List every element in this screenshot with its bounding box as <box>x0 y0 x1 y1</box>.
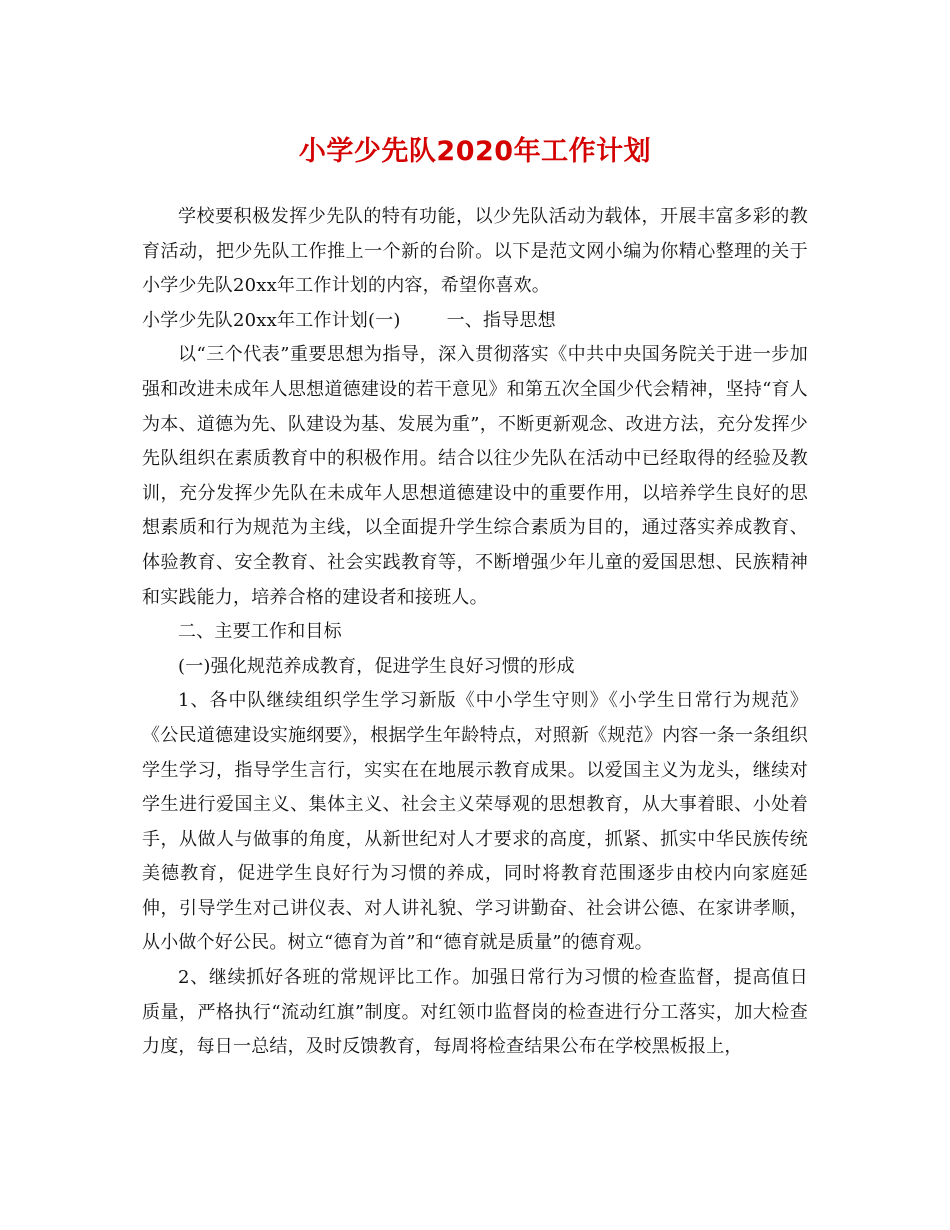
item2-paragraph: 2、继续抓好各班的常规评比工作。加强日常行为习惯的检查监督，提高值日质量，严格执行“流动红旗”制度。对红领巾监督岗的检查进行分工落实，加大检查力度，每日一总结，及时反馈教育，每周将检查结果公布在学校黑板报上， <box>142 967 808 1058</box>
guiding-paragraph: 以“三个代表”重要思想为指导，深入贯彻落实《中共中央国务院关于进一步加强和改进未成年人思想道德建设的若干意见》和第五次全国少代会精神，坚持“育人为本、道德为先、队建设为基、发展为重”，不断更新观念、改进方法，充分发挥少先队组织在素质教育中的积极作用。结合以往少先队在活动中已经取得的经验及教训，充分发挥少先队在未成年人思想道德建设中的重要作用，以培养学生良好的思想素质和行为规范为主线，以全面提升学生综合素质为目的，通过落实养成教育、体验教育、安全教育、社会实践教育等，不断增强少年儿童的爱国思想、民族精神和实践能力，培养合格的建设者和接班人。 <box>142 344 808 608</box>
document-title: 小学少先队2020年工作计划 <box>298 136 652 167</box>
main-work-heading: 二、主要工作和目标 <box>178 621 342 643</box>
sub1-heading: (一)强化规范养成教育，促进学生良好习惯的形成 <box>178 655 575 677</box>
guiding-heading: 一、指导思想 <box>446 309 556 331</box>
document-body <box>142 200 808 1065</box>
section1-heading: 小学少先队20xx年工作计划(一) <box>142 309 401 331</box>
section-heading-line <box>142 304 808 339</box>
item1-paragraph: 1、各中队继续组织学生学习新版《中小学生守则》《小学生日常行为规范》《公民道德建设实施纲要》，根据学生年龄特点，对照新《规范》内容一条一条组织学生学习，指导学生言行，实实在在地展示教育成果。以爱国主义为龙头，继续对学生进行爱国主义、集体主义、社会主义荣辱观的思想教育，从大事着眼、小处着手，从做人与做事的角度，从新世纪对人才要求的高度，抓紧、抓实中华民族传统美德教育，促进学生良好行为习惯的养成，同时将教育范围逐步由校内向家庭延伸，引导学生对己讲仪表、对人讲礼貌、学习讲勤奋、社会讲公德、在家讲孝顺，从小做个好公民。树立“德育为首”和“德育就是质量”的德育观。 <box>142 690 808 954</box>
intro-paragraph: 学校要积极发挥少先队的特有功能，以少先队活动为载体，开展丰富多彩的教育活动，把少先队工作推上一个新的台阶。以下是范文网小编为你精心整理的关于小学少先队20xx年工作计划的内容，希望你喜欢。 <box>142 206 808 297</box>
